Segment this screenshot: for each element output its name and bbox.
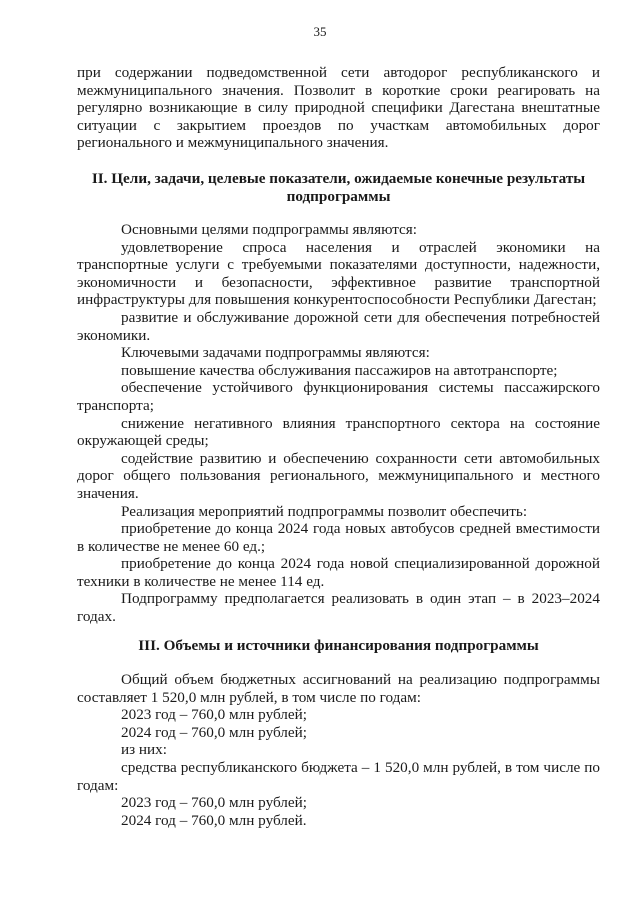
paragraph: обеспечение устойчивого функционирования системы пассажирского транспорта; [77,379,600,414]
paragraph: Общий объем бюджетных ассигнований на реализацию подпрограммы составляет 1 520,0 млн рублей, в том числе по годам: [77,671,600,706]
intro-block [77,64,600,152]
paragraph: 2024 год – 760,0 млн рублей. [121,811,307,829]
paragraph: из них: [121,741,167,759]
page-number: 35 [313,24,327,39]
paragraph: приобретение до конца 2024 года новой специализированной дорожной техники в количестве не менее 114 ед. [77,555,600,590]
paragraph: содействие развитию и обеспечению сохранности сети автомобильных дорог общего пользования регионального, межмуниципального и местного значения. [77,449,600,502]
paragraph: Реализация мероприятий подпрограммы позволит обеспечить: [121,502,528,520]
section-2-heading: II. Цели, задачи, целевые показатели, ожидаемые конечные результаты подпрограммы [91,170,586,205]
paragraph: развитие и обслуживание дорожной сети для обеспечения потребностей экономики. [77,308,600,344]
intro-paragraph: при содержании подведомственной сети автодорог республиканского и межмуниципального значения. Позволит в короткие сроки реагировать на регулярно возникающие в силу природной специфики Дагестана внештатные ситуации с закрытием проездов по участкам автомобильных дорог регионального и межмуниципального значения. [77,64,600,152]
section-2-body [77,221,600,626]
paragraph: удовлетворение спроса населения и отраслей экономики на транспортные услуги с требуемыми показателями доступности, надежности, экономичности и безопасности, эффективное развитие транспортной инфраструктуры для повышения конкурентоспособности Республики Дагестан; [77,238,600,309]
paragraph: повышение качества обслуживания пассажиров на автотранспорте; [121,361,558,379]
paragraph: 2023 год – 760,0 млн рублей; [121,706,307,724]
paragraph: Ключевыми задачами подпрограммы являются: [121,344,430,362]
paragraph: Основными целями подпрограммы являются: [121,221,417,238]
section-3-heading: III. Объемы и источники финансирования подпрограммы [138,637,539,654]
paragraph: средства республиканского бюджета – 1 520,0 млн рублей, в том числе по годам: [77,758,600,794]
paragraph: снижение негативного влияния транспортного сектора на состояние окружающей среды; [77,414,600,450]
paragraph: Подпрограмму предполагается реализовать в один этап – в 2023–2024 годах. [77,590,600,626]
paragraph: приобретение до конца 2024 года новых автобусов средней вместимости в количестве не менее 60 ед.; [77,520,600,555]
paragraph: 2023 год – 760,0 млн рублей; [121,794,307,812]
section-3-body [77,671,600,829]
paragraph: 2024 год – 760,0 млн рублей; [121,723,307,741]
